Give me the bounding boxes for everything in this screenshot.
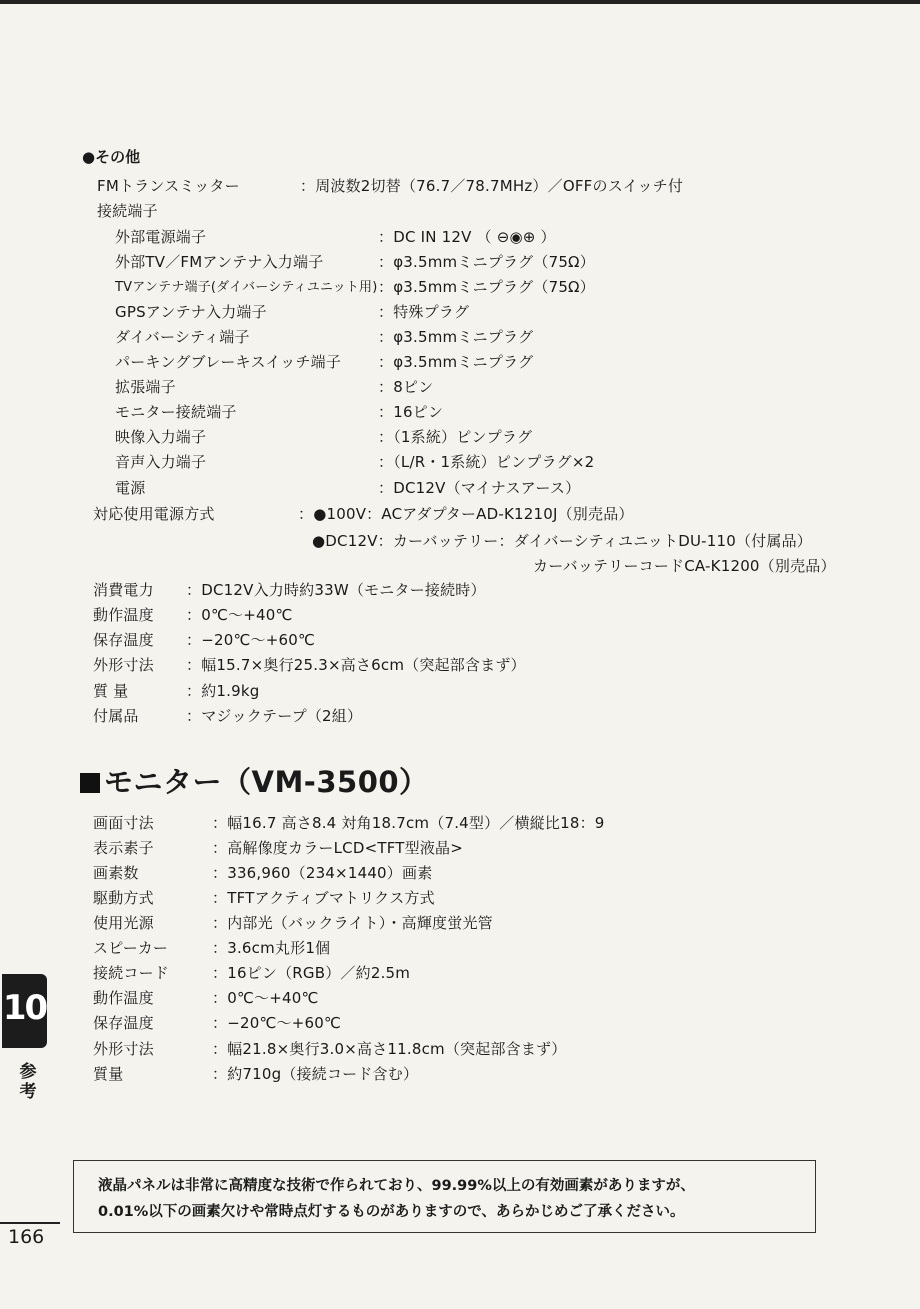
spec-label: 映像入力端子 xyxy=(115,428,207,446)
chapter-tab-label: 参考 xyxy=(19,1062,37,1102)
notice-line-1: 液晶パネルは非常に高精度な技術で作られており、99.99%以上の有効画素がありますが、 xyxy=(98,1178,695,1194)
page-number: 166 xyxy=(8,1226,45,1248)
spec-label: 動作温度 xyxy=(93,606,154,624)
top-border-line xyxy=(0,0,920,4)
spec-value: ：8ピン xyxy=(378,378,434,396)
spec-label: 画素数 xyxy=(93,864,139,882)
spec-value: ：幅21.8×奥行3.0×高さ11.8cm（突起部含まず） xyxy=(212,1040,567,1058)
spec-label: 外形寸法 xyxy=(93,1040,154,1058)
chapter-tab[interactable] xyxy=(2,974,47,1048)
spec-value: ：（1系統）ピンプラグ xyxy=(378,428,533,446)
spec-label: 対応使用電源方式 xyxy=(93,505,215,523)
spec-label: 動作温度 xyxy=(93,989,154,1007)
spec-value: ：幅15.7×奥行25.3×高さ6cm（突起部含まず） xyxy=(186,656,526,674)
spec-label: TVアンテナ端子(ダイバーシティユニット用) xyxy=(115,280,378,295)
spec-label: 使用光源 xyxy=(93,914,154,932)
spec-label: 外部TV／FMアンテナ入力端子 xyxy=(115,253,324,271)
spec-label: 付属品 xyxy=(93,707,139,725)
section-heading-other: ●その他 xyxy=(82,148,141,166)
spec-value: ：16ピン（RGB）／約2.5m xyxy=(212,964,411,982)
spec-label: スピーカー xyxy=(93,939,169,957)
spec-label: 外部電源端子 xyxy=(115,228,207,246)
spec-label: 質 量 xyxy=(93,682,129,700)
spec-value: ：TFTアクティブマトリクス方式 xyxy=(212,889,435,907)
spec-value: ：φ3.5mmミニプラグ（75Ω） xyxy=(378,253,595,271)
spec-value: ：（L/R・1系統）ピンプラグ×2 xyxy=(378,453,595,471)
spec-value: ：内部光（バックライト）・高輝度蛍光管 xyxy=(212,914,493,932)
spec-value: ：−20℃〜+60℃ xyxy=(186,631,316,649)
monitor-heading-text: モニター（VM-3500） xyxy=(104,765,429,799)
spec-label: ダイバーシティ端子 xyxy=(115,328,250,346)
spec-value: ：3.6cm丸形1個 xyxy=(212,939,331,957)
spec-value: ：0℃〜+40℃ xyxy=(186,606,293,624)
spec-label: 外形寸法 xyxy=(93,656,154,674)
spec-value: ：16ピン xyxy=(378,403,444,421)
spec-label: 保存温度 xyxy=(93,631,154,649)
spec-value: ：特殊プラグ xyxy=(378,303,470,321)
spec-value: ：φ3.5mmミニプラグ xyxy=(378,328,534,346)
spec-value: ：DC IN 12V （ ⊖◉⊕ ） xyxy=(378,228,556,246)
spec-value: ：●100V：ACアダプターAD-K1210J（別売品） xyxy=(298,505,634,523)
spec-label: モニター接続端子 xyxy=(115,403,237,421)
spec-label: 表示素子 xyxy=(93,839,154,857)
spec-value: ：高解像度カラーLCD<TFT型液晶> xyxy=(212,839,464,857)
spec-value: ：DC12V（マイナスアース） xyxy=(378,479,581,497)
spec-label: FMトランスミッター xyxy=(97,177,240,195)
spec-value-continued: カーバッテリーコードCA-K1200（別売品） xyxy=(533,557,836,575)
spec-value: ：0℃〜+40℃ xyxy=(212,989,319,1007)
monitor-section-heading xyxy=(80,760,429,801)
spec-label: 画面寸法 xyxy=(93,814,154,832)
spec-value: ：φ3.5mmミニプラグ（75Ω） xyxy=(378,278,595,296)
spec-label: 接続コード xyxy=(93,964,170,982)
spec-label: 接続端子 xyxy=(97,202,158,220)
spec-value: ：φ3.5mmミニプラグ xyxy=(378,353,534,371)
spec-label: 質量 xyxy=(93,1065,124,1083)
page-number-rule xyxy=(0,1222,60,1224)
spec-label: 消費電力 xyxy=(93,581,154,599)
spec-value: ：周波数2切替（76.7／78.7MHz）／OFFのスイッチ付 xyxy=(300,177,684,195)
spec-value-continued: ●DC12V：カーバッテリー：ダイバーシティユニットDU-110（付属品） xyxy=(312,532,812,550)
lcd-notice-box xyxy=(73,1160,816,1233)
spec-value: ：幅16.7 高さ8.4 対角18.7cm（7.4型）／横縦比18：9 xyxy=(212,814,605,832)
spec-label: 保存温度 xyxy=(93,1014,154,1032)
chapter-tab-number: 10 xyxy=(2,988,47,1028)
spec-label: 音声入力端子 xyxy=(115,453,207,471)
spec-value: ：約1.9kg xyxy=(186,682,260,700)
spec-label: 電源 xyxy=(115,479,146,497)
spec-value: ：マジックテープ（2組） xyxy=(186,707,363,725)
black-square-icon xyxy=(80,773,100,793)
spec-label: GPSアンテナ入力端子 xyxy=(115,303,267,321)
spec-label: 拡張端子 xyxy=(115,378,176,396)
spec-value: ：336,960（234×1440）画素 xyxy=(212,864,433,882)
spec-value: ：−20℃〜+60℃ xyxy=(212,1014,342,1032)
spec-value: ：DC12V入力時約33W（モニター接続時） xyxy=(186,581,486,599)
spec-label: 駆動方式 xyxy=(93,889,154,907)
notice-line-2: 0.01%以下の画素欠けや常時点灯するものがありますので、あらかじめご了承ください。 xyxy=(98,1204,685,1220)
spec-label: パーキングブレーキスイッチ端子 xyxy=(115,353,342,371)
spec-value: ：約710g（接続コード含む） xyxy=(212,1065,419,1083)
